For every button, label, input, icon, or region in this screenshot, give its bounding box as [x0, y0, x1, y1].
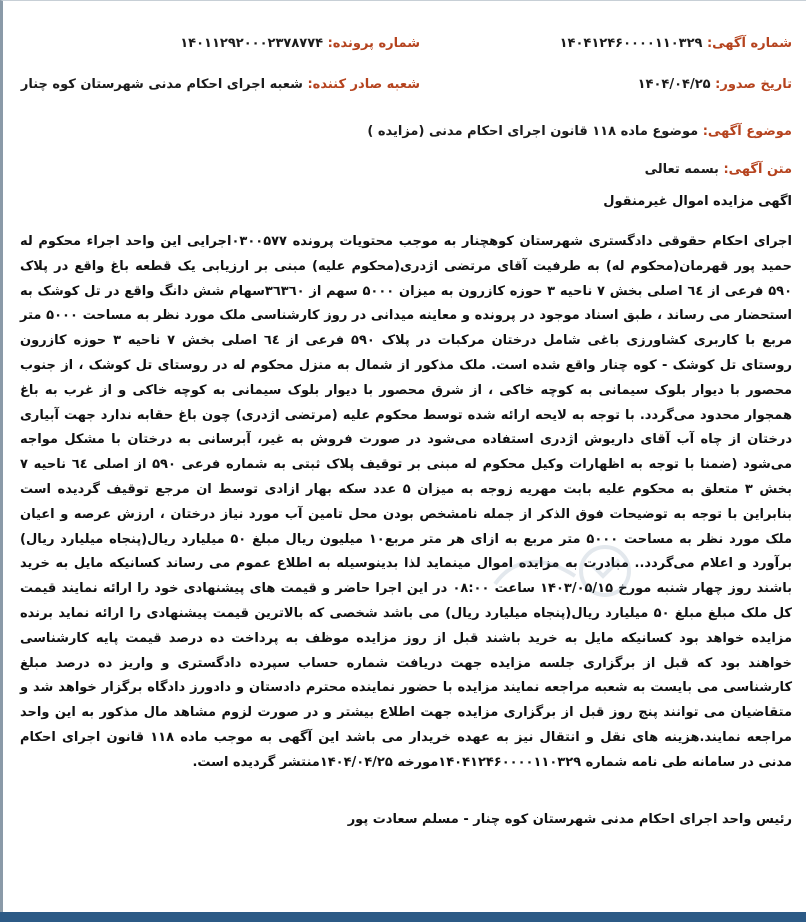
ad-document — [20, 0, 792, 912]
text-header-line — [20, 162, 792, 177]
header-row-1 — [20, 36, 792, 62]
watermark-logo — [485, 536, 635, 606]
issue-date-label: تاریخ صدور: — [715, 77, 792, 92]
issuer-value: شعبه اجرای احکام مدنی شهرستان کوه چنار — [20, 77, 303, 92]
case-number-value: ۱۴۰۱۱۲۹۲۰۰۰۲۳۷۸۷۷۴ — [180, 36, 324, 51]
issuer-label: شعبه صادر کننده: — [307, 77, 420, 92]
ad-body-text: اجرای احکام حقوقی دادگستری شهرستان کوهچنار به موجب محتویات پرونده ۰۳۰۰۵۷۷اجرایی این واحد اجراء محکوم له حمید پور قهرمان(محکوم له) به طرفیت آقای مرتضی اژدری(محکوم علیه) مبنی بر ارزیابی یک قطعه باغ واقع در پلاک ۵۹۰ فرعی از ٦٤ اصلی بخش ۷ ناحیه ۳ حوزه کازرون به میزان ۵۰۰۰ سهم از ۳٦۳٦۰سهام شش دانگ واقع در تل کوشک به استحضار می رساند ، طبق اسناد موجود در پرونده و معاینه میدانی در روز کارشناسی ملک مورد نظر به مساحت ۵۰۰۰ متر مربع با کاربری کشاورزی باغی شامل درختان مرکبات در پلاک ۵۹۰ فرعی از ٦٤ اصلی بخش ۷ ناحیه ۳ حوزه کازرون روستای تل کوشک - کوه چنار واقع شده است. ملک مذکور از شمال به منزل محکوم له در روستای تل کوشک ، از جنوب محصور با دیوار بلوک سیمانی به کوچه خاکی ، از شرق محصور با دیوار بلوک سیمانی به کوچه خاکی و از غرب به باغ همجوار محدود می‌گردد. با توجه به لایحه ارائه شده توسط محکوم علیه (مرتضی اژدری) چون باغ حقابه ندارد جهت آبیاری درختان از چاه آب آقای داریوش اژدری استفاده می‌شود در صورت فروش به غیر، آبرسانی به درختان با مشکل مواجه می‌شود (ضمنا با توجه به اظهارات وکیل محکوم له مبنی بر توقیف پلاک ثبتی به شماره فرعی ۵۹۰ از اصلی ٦٤ ناحیه ۷ بخش ۳ متعلق به محکوم علیه بابت مهریه زوجه به میزان ۵ عدد سکه بهار ازادی توسط ان مرجع توقیف گردیده است بنابراین با توجه به توضیحات فوق الذکر از جمله نامشخص بودن محل تامین آب مورد نیاز درختان ، ارزش عرصه و اعیان ملک مورد نظر به مساحت ۵۰۰۰ متر مربع به ازای هر متر مربع۱۰ میلیون ریال مبلغ ۵۰ میلیارد ریال(پنجاه میلیارد ریال) برآورد و اعلام می‌گردد.. مبادرت به مزایده اموال مینماید لذا بدینوسیله به اطلاع عموم می رساند کسانیکه مایل به خرید باشند روز چهار شنبه مورخ ۱۴۰۳/۰۵/۱۵ ساعت ۰۸:۰۰ در این اجرا حاضر و قیمت های پیشنهادی خود را ارائه نمایند قیمت کل ملک مبلغ مبلغ ۵۰ میلیارد ریال(پنجاه میلیارد ریال) می باشد شخصی که بالاترین قیمت پیشنهادی را ارائه نماید برنده مزایده خواهد بود کسانیکه مایل به خرید باشند قبل از روز مزایده موظف به پرداخت ده درصد قیمت پایه کارشناسی خواهند بود که قبل از برگزاری جلسه مزایده جهت دریافت شماره حساب سپرده دادگستری و واریز ده درصد مبلغ کارشناسی می بایست به شعبه مراجعه نمایند مزایده با حضور نماینده محترم دادستان و دادورز دادگاه برگزار خواهد شد و متقاضیان می توانند پنج روز قبل از برگزاری مزایده جهت اطلاع بیشتر و در صورت لزوم مشاهد مال مذکور به این واحد مراجعه نمایند.هزینه های نقل و انتقال نیز به عهده خریدار می باشد این آگهی به موجب ماده ۱۱۸ قانون اجرای احکام مدنی در سامانه طی نامه شماره ۱۴۰۴۱۲۴۶۰۰۰۰۱۱۰۳۲۹مورخه ۱۴۰۴/۰۴/۲۵منتشر گردیده است. — [20, 234, 793, 770]
header-row-2 — [20, 77, 792, 103]
signature-line: رئیس واحد اجرای احکام مدنی شهرستان کوه چنار - مسلم سعادت پور — [347, 812, 792, 827]
ad-number-label: شماره آگهی: — [706, 36, 792, 51]
issue-date — [638, 77, 792, 92]
ad-heading: اگهی مزایده اموال غیرمنقول — [603, 194, 792, 209]
subject-label: موضوع آگهی: — [702, 124, 792, 139]
subject-line — [20, 124, 792, 139]
bottom-bar — [0, 912, 806, 922]
ad-number-value: ۱۴۰۴۱۲۴۶۰۰۰۰۱۱۰۳۲۹ — [559, 36, 703, 51]
issue-date-value: ۱۴۰۴/۰۴/۲۵ — [637, 77, 711, 92]
text-header-label: متن آگهی: — [723, 162, 792, 177]
ad-number — [560, 36, 792, 51]
case-number — [180, 36, 420, 51]
subject-value: موضوع ماده ۱۱۸ قانون اجرای احکام مدنی (مزایده ) — [367, 124, 699, 139]
text-header-value: بسمه تعالی — [644, 162, 719, 177]
case-number-label: شماره پرونده: — [327, 36, 420, 51]
issuer — [21, 77, 420, 92]
